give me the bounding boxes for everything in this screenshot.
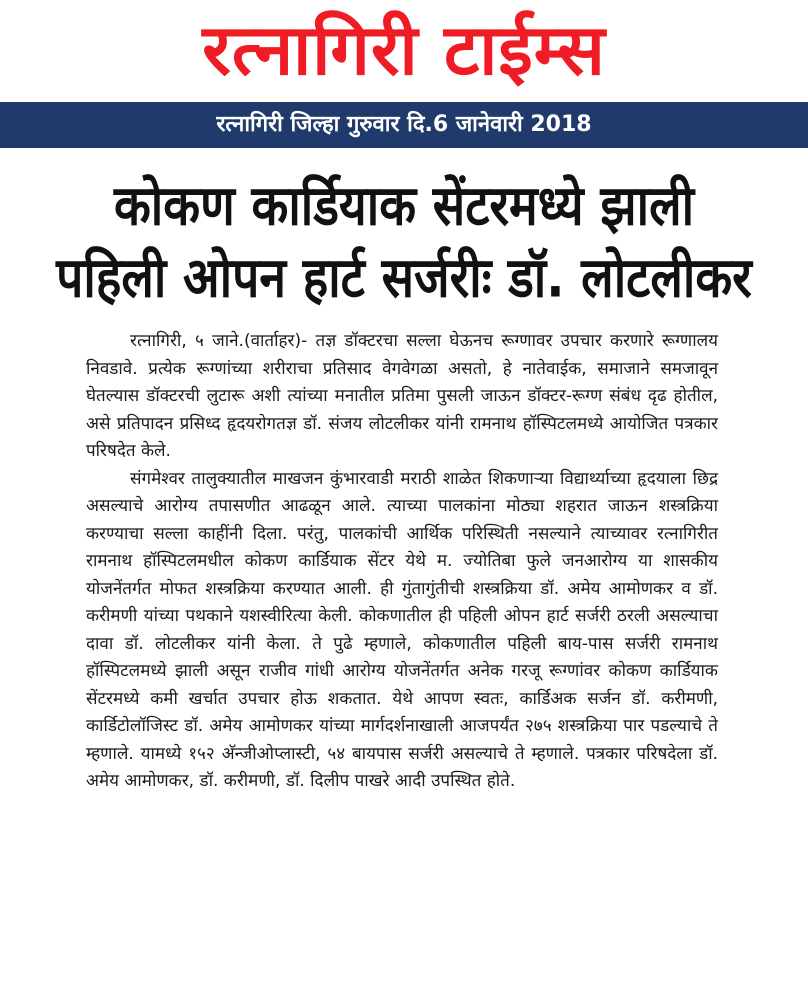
headline-line-1: कोकण कार्डियाक सेंटरमध्ये झाली: [113, 173, 695, 239]
article-paragraph-1: रत्नागिरी, ५ जाने.(वार्ताहर)- तज्ञ डॉक्टरचा सल्ला घेऊनच रूग्णावर उपचार करणारे रूग्णालय निवडावे. प्रत्येक रूग्णांच्या शरीराचा प्रतिसाद वेगवेगळा असतो, हे नातेवाईक, समाजाने समजावून घेतल्यास डॉक्टरची लुटारू अशी त्यांच्या मनातील प्रतिमा पुसली जाऊन डॉक्टर-रूग्ण संबंध दृढ होतील, असे प्रतिपादन प्रसिध्द हृदयरोगतज्ञ डॉ. संजय लोटलीकर यांनी रामनाथ हॉस्पिटलमध्ये आयोजित पत्रकार परिषदेत केले.: [86, 331, 718, 461]
newspaper-title: रत्नागिरी टाईम्स: [202, 9, 606, 91]
headline-line-2: पहिली ओपन हार्ट सर्जरीः डॉ. लोटलीकर: [56, 245, 752, 311]
article-headline: [40, 170, 768, 314]
masthead: [0, 0, 808, 102]
dateline-banner: रत्नागिरी जिल्हा गुरुवार दि.6 जानेवारी 2018: [0, 102, 808, 148]
article-body: [86, 328, 718, 796]
article-paragraph-2: संगमेश्‍वर तालुक्यातील माखजन कुंभारवाडी मराठी शाळेत शिकणार्‍या विद्यार्थ्याच्या हृदयाला छिद्र असल्याचे आरोग्य तपासणीत आढळून आले. त्याच्या पालकांना मोठ्या शहरात जाऊन शस्त्रक्रिया करण्याचा सल्ला काहींनी दिला. परंतु, पालकांची आर्थिक परिस्थिती नसल्याने त्याच्यावर रत्नागिरीत रामनाथ हॉस्पिटलमधील कोकण कार्डियाक सेंटर येथे म. ज्योतिबा फुले जनआरोग्य या शासकीय योजनेंतर्गत मोफत शस्त्रक्रिया करण्यात आली. ही गुंतागुंतीची शस्त्रक्रिया डॉ. अमेय आमोणकर व डॉ. करीमणी यांच्या पथकाने यशस्वीरित्या केली. कोकणातील ही पहिली ओपन हार्ट सर्जरी ठरली असल्याचा दावा डॉ. लोटलीकर यांनी केला. ते पुढे म्हणाले, कोकणातील पहिली बाय-पास सर्जरी रामनाथ हॉस्पिटलमध्ये झाली असून राजीव गांधी आरोग्य योजनेंतर्गत अनेक गरजू रूग्णांवर कोकण कार्डियाक सेंटरमध्ये कमी खर्चात उपचार होऊ शकतात. येथे आपण स्वतः, कार्डिअक सर्जन डॉ. करीमणी, कार्डिटोलॉजिस्ट डॉ. अमेय आमोणकर यांच्या मार्गदर्शनाखाली आजपर्यंत २७५ शस्त्रक्रिया पार पडल्याचे ते म्हणाले. यामध्ये १५२ अ‍ॅन्जीओप्लास्टी, ५४ बायपास सर्जरी असल्याचे ते म्हणाले. पत्रकार परिषदेला डॉ. अमेय आमोणकर, डॉ. करीमणी, डॉ. दिलीप पाखरे आदी उपस्थित होते.: [86, 468, 718, 791]
